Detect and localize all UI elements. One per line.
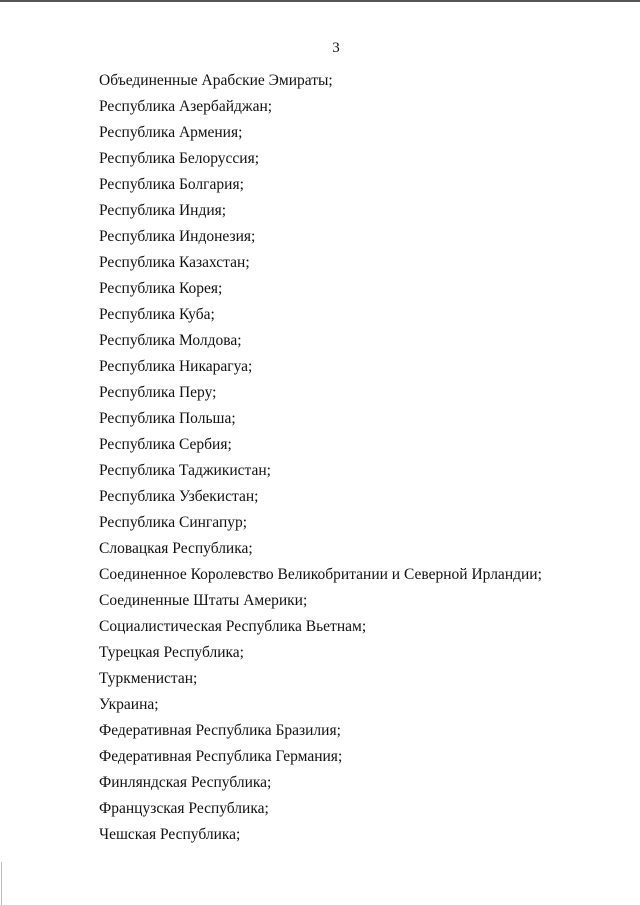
list-item: Украина; — [99, 696, 159, 713]
list-item: Французская Республика; — [99, 800, 269, 817]
list-item: Республика Корея; — [99, 280, 223, 297]
list-item: Соединенное Королевство Великобритании и Северной Ирландии; — [99, 566, 542, 583]
list-item: Чешская Республика; — [99, 826, 241, 843]
list-item: Соединенные Штаты Америки; — [99, 592, 308, 609]
list-item: Объединенные Арабские Эмираты; — [99, 72, 333, 89]
list-item: Республика Белоруссия; — [99, 150, 260, 167]
list-item: Словацкая Республика; — [99, 540, 253, 557]
list-item: Финляндская Республика; — [99, 774, 272, 791]
list-item: Туркменистан; — [99, 670, 198, 687]
list-item: Республика Азербайджан; — [99, 98, 273, 115]
list-item: Республика Молдова; — [99, 332, 242, 349]
list-item: Республика Сингапур; — [99, 514, 248, 531]
list-item: Федеративная Республика Германия; — [99, 748, 343, 765]
scan-edge-mark — [1, 862, 2, 905]
list-item: Республика Никарагуа; — [99, 358, 253, 375]
country-list — [99, 68, 542, 848]
list-item: Республика Армения; — [99, 124, 243, 141]
list-item: Социалистическая Республика Вьетнам; — [99, 618, 367, 635]
list-item: Турецкая Республика; — [99, 644, 244, 661]
list-item: Республика Сербия; — [99, 436, 232, 453]
list-item: Республика Перу; — [99, 384, 217, 401]
list-item: Республика Индия; — [99, 202, 227, 219]
page-number: 3 — [332, 40, 340, 56]
list-item: Республика Польша; — [99, 410, 236, 427]
list-item: Республика Индонезия; — [99, 228, 256, 245]
list-item: Республика Казахстан; — [99, 254, 250, 271]
list-item: Федеративная Республика Бразилия; — [99, 722, 341, 739]
list-item: Республика Куба; — [99, 306, 215, 323]
top-border-line — [0, 0, 640, 2]
list-item: Республика Болгария; — [99, 176, 244, 193]
list-item: Республика Таджикистан; — [99, 462, 271, 479]
list-item: Республика Узбекистан; — [99, 488, 259, 505]
